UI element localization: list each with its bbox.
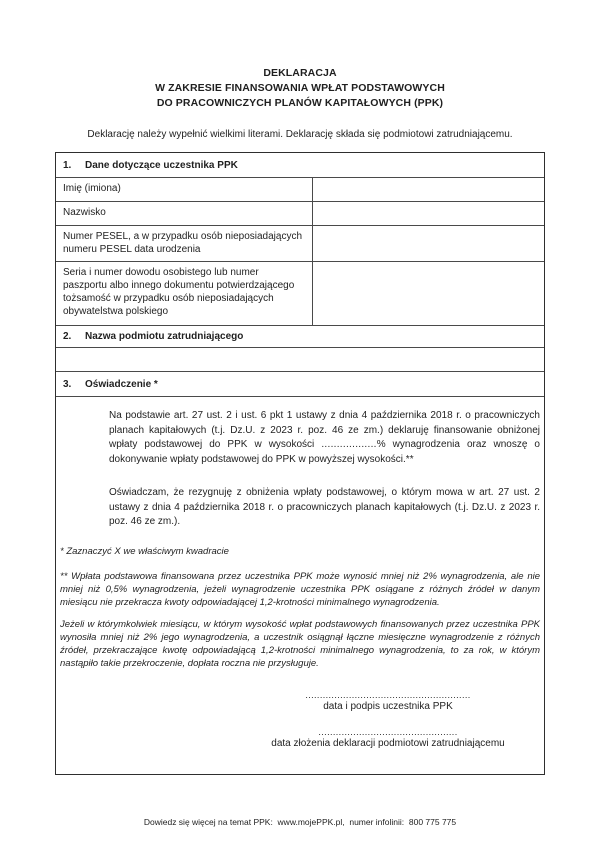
document-title [0, 0, 600, 111]
section-3-title: Oświadczenie * [85, 378, 158, 390]
field-row-pesel [56, 226, 544, 262]
section-1-title: Dane dotyczące uczestnika PPK [85, 159, 238, 171]
signature-block-submission-date [262, 728, 514, 751]
section-1-header [56, 153, 544, 178]
section-3-number: 3. [63, 378, 72, 390]
field-row-last-name [56, 202, 544, 226]
section-2-number: 2. [63, 331, 72, 342]
footer-info: Dowiedz się więcej na temat PPK: www.mojePPK.pl, numer infolinii: 800 775 775 [143, 816, 457, 827]
declaration-paragraph-1 [109, 409, 540, 467]
section-1-number: 1. [63, 159, 72, 171]
last-name-label: Nazwisko [56, 202, 313, 225]
signature-block-participant [262, 691, 514, 714]
footnote-double-star: ** Wpłata podstawowa finansowana przez uczestnika PPK może wynosić mniej niż 2% wynagrodzenia, ale nie mniej niż 0,5% wynagrodzenia, jeżeli wynagrodzenie uczestnika PPK osiągane z różnych źródeł w danym miesiącu nie przekracza kwoty odpowiadającej 1,2-krotności minimalnego wynagrodzenia. [60, 570, 540, 608]
section-3-header [56, 372, 544, 397]
id-document-label: Seria i numer dowodu osobistego lub numer paszportu albo innego dokumentu potwierdzającego tożsamość w przypadku osób nieposiadających obywatelstwa polskiego [56, 262, 313, 325]
employer-name-value-cell[interactable] [56, 348, 544, 372]
submission-date-line[interactable]: ................................................ [318, 727, 458, 737]
submission-date-caption: data złożenia deklaracji podmiotowi zatrudniającemu [271, 737, 505, 749]
intro-instruction: Deklarację należy wypełnić wielkimi literami. Deklarację składa się podmiotowi zatrudniającemu. [87, 129, 513, 140]
title-line-3: DO PRACOWNICZYCH PLANÓW KAPITAŁOWYCH (PPK) [156, 97, 444, 109]
id-document-value-cell[interactable] [313, 262, 544, 325]
pesel-value-cell[interactable] [313, 226, 544, 261]
declaration-paragraph-2: Oświadczam, że rezygnuję z obniżenia wpłaty podstawowej, o którym mowa w art. 27 ust. 2 ustawy z dnia 4 października 2018 r. o pracowniczych planach kapitałowych (t.j. Dz.U. z 2023 r. poz. 46 ze zm.). [109, 487, 540, 527]
percentage-blank-field[interactable]: .................. [321, 439, 377, 450]
footnote-third: Jeżeli w którymkolwiek miesiącu, w którym wysokość wpłat podstawowych finansowanych przez uczestnika PPK wynosiła mniej niż 2% jego wynagrodzenia, a uczestnik osiągnął łączne miesięczne wynagrodzenie z różnych źródeł, przekraczające kwotę odpowiadającą 1,2-krotności minimalnego wynagrodzenia, to za rok, w którym nastąpiło takie przekroczenie, dopłata roczna nie przysługuje. [60, 618, 540, 669]
section-2-title: Nazwa podmiotu zatrudniającego [85, 331, 244, 342]
last-name-value-cell[interactable] [313, 202, 544, 225]
title-line-2: W ZAKRESIE FINANSOWANIA WPŁAT PODSTAWOWYCH [155, 82, 445, 94]
footnote-star: * Zaznaczyć X we właściwym kwadracie [60, 545, 229, 557]
pesel-label: Numer PESEL, a w przypadku osób nieposiadających numeru PESEL data urodzenia [56, 226, 313, 261]
participant-signature-line[interactable]: ......................................................... [305, 690, 471, 700]
declaration-content [56, 397, 544, 774]
title-line-1: DEKLARACJA [263, 67, 337, 79]
participant-signature-caption: data i podpis uczestnika PPK [323, 700, 453, 712]
paragraph-1-text-before: Na podstawie art. 27 ust. 2 i ust. 6 pkt 1 ustawy z dnia 4 października 2018 r. o pracowniczych planach kapitałowych (t.j. Dz.U. z 2023 r. poz. 46 ze zm.) deklaruję finansowanie obniżonej wpłaty podstawowej do PPK w wysokości [109, 410, 540, 450]
section-2-header [56, 326, 544, 348]
paragraph-1-text-after: % wynagrodzenia oraz wnoszę o dokonywanie wpłaty podstawowej do PPK w powyższej wysokości.** [109, 439, 540, 465]
field-row-first-name [56, 178, 544, 202]
first-name-label: Imię (imiona) [56, 178, 313, 201]
form-table [55, 152, 545, 775]
field-row-id-document [56, 262, 544, 326]
first-name-value-cell[interactable] [313, 178, 544, 201]
